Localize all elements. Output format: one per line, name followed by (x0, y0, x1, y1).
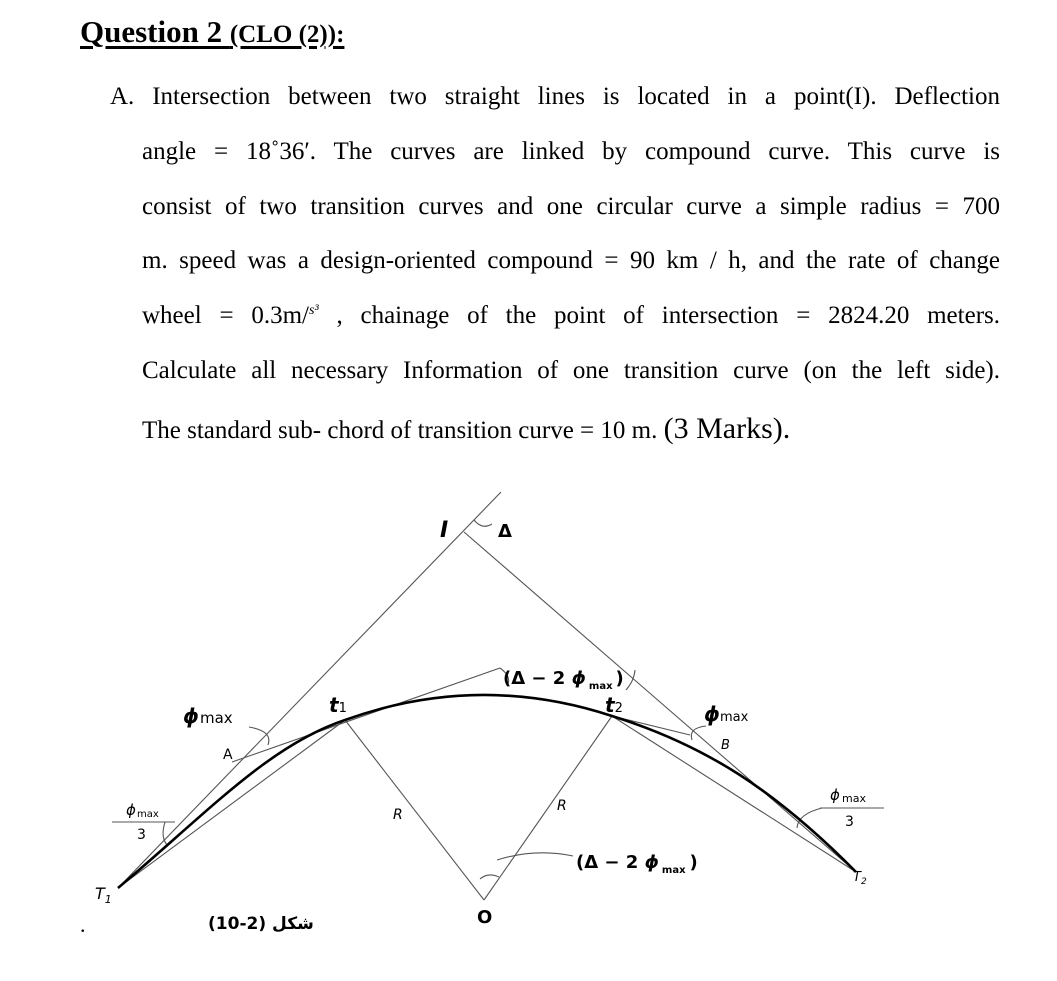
text-line-6: Calculate all necessary Information of one transition curve (on the left side). (142, 357, 1000, 384)
text-line-5 (142, 301, 1000, 331)
label-T2 (853, 870, 867, 887)
label-delta-expr-top (503, 668, 624, 692)
label-phi-frac-right: ϕ (830, 786, 840, 804)
delta-expr-top: (Δ − 2 (503, 668, 572, 689)
label-phi-frac-left: ϕ (126, 801, 136, 819)
label-A: A (223, 747, 233, 763)
figure-caption: شكل (2-10) (208, 914, 314, 934)
leader-phimax-right (691, 726, 706, 740)
leader-center-angle (497, 853, 573, 860)
leader-fraction-left (163, 822, 168, 846)
text-line-1: A. Intersection between two straight lines is located in a point(I). Deflection (110, 83, 1000, 110)
label-delta-expr-center (576, 852, 698, 876)
label-R-right: R (557, 798, 567, 814)
t1: t (329, 693, 339, 717)
label-t2 (605, 693, 623, 717)
left-long-chord (118, 720, 345, 888)
t1-sub: 1 (338, 701, 347, 716)
phi-center: ϕ (644, 852, 659, 873)
T2: T (853, 870, 861, 885)
label-max-right: max (720, 710, 749, 725)
right-long-chord (612, 716, 856, 872)
label-three-right: 3 (845, 814, 854, 830)
label-O: O (477, 907, 493, 928)
label-I: I (440, 518, 449, 543)
heading-main: Question 2 (80, 14, 230, 49)
leader-fraction-right (797, 808, 822, 828)
text-line-7-a: The standard sub- chord of transition curve = 10 m. (142, 417, 664, 444)
bullet-dot: . (80, 912, 86, 937)
label-t1 (329, 693, 347, 717)
text-line-7 (142, 414, 1000, 446)
T1-sub: 1 (104, 893, 112, 906)
text-line-3: consist of two transition curves and one circular curve a simple radius = 700 (142, 193, 1000, 220)
text-line-5-b: , chainage of the point of intersection = 2824.20 meters. (318, 302, 1000, 329)
label-max-frac-right: max (842, 792, 866, 805)
marks-label: (3 Marks). (663, 412, 791, 445)
close-paren-top: ) (615, 668, 624, 689)
text-line-5-a: wheel = 0.3m/ (142, 302, 309, 329)
T1: T (95, 884, 105, 903)
text-line-2: angle = 18˚36′. The curves are linked by compound curve. This curve is (142, 138, 1000, 165)
compound-curve-figure (0, 480, 1057, 950)
question-heading (80, 14, 344, 50)
label-R-left: R (393, 807, 403, 823)
heading-clo: (CLO (2)): (229, 21, 345, 48)
max-center: max (661, 865, 686, 876)
label-T1 (95, 884, 112, 906)
label-phi-right: ϕ (704, 702, 720, 726)
close-paren-center: ) (689, 852, 698, 873)
text-line-4: m. speed was a design-oriented compound = 90 km / h, and the rate of change (142, 247, 1000, 274)
right-tangent-line (464, 532, 856, 872)
max-top: max (588, 681, 613, 692)
left-tangent-line (118, 492, 501, 888)
t2: t (605, 693, 615, 717)
label-B: B (721, 738, 730, 753)
label-phi-left: ϕ (183, 704, 199, 728)
delta-expr-center: (Δ − 2 (576, 852, 645, 873)
t2-sub: 2 (614, 701, 623, 716)
deflection-angle-arc (474, 520, 492, 526)
text-line-5-sup: s³ (309, 303, 319, 318)
T2-sub: 2 (860, 877, 867, 887)
phi-top: ϕ (571, 668, 586, 689)
label-max-left: max (200, 709, 233, 727)
radius-left (345, 720, 484, 900)
label-three-left: 3 (137, 827, 146, 843)
label-max-frac-left: max (137, 809, 159, 820)
center-angle-arc (480, 875, 499, 879)
label-delta: Δ (498, 521, 512, 542)
